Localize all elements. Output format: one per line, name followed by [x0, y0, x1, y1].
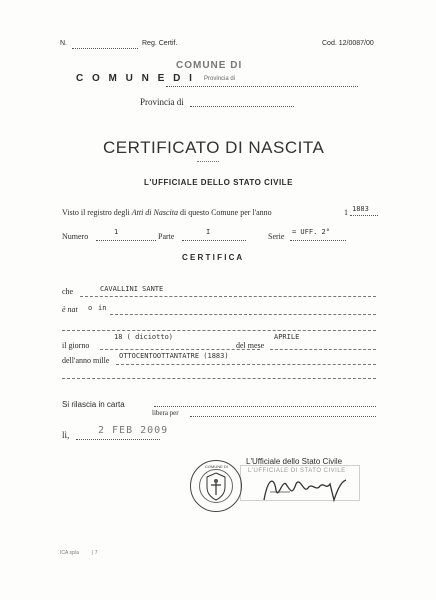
- year-line: [350, 215, 378, 216]
- mese-value: APRILE: [274, 333, 300, 341]
- signature-title: L'Ufficiale dello Stato Civile: [246, 457, 343, 466]
- mese-line: [270, 349, 376, 350]
- rilascia-line: [154, 406, 376, 407]
- giorno-label: il giorno: [62, 341, 90, 350]
- parte-line: [182, 240, 246, 241]
- seal-text: COMUNE DI: [205, 464, 228, 469]
- comune-stamp: COMUNE DI: [176, 60, 243, 71]
- reg-certif-label: Reg. Certif.: [142, 40, 178, 47]
- comune-line: [166, 86, 358, 87]
- provincia-line: [190, 106, 294, 107]
- serie-line: [290, 240, 346, 241]
- certifica-heading: C E R T I F I C A: [182, 253, 243, 262]
- person-name: CAVALLINI SANTE: [100, 285, 164, 293]
- title-divider: [197, 161, 219, 162]
- numero-label: Numero: [62, 232, 89, 241]
- footer-code: ICA sp/a: [60, 550, 79, 556]
- comune-label: C O M U N E D I: [76, 73, 195, 84]
- n-label: N.: [60, 40, 67, 47]
- date-line: [76, 439, 160, 440]
- anno-value: OTTOCENTOOTTANTATRE (1883): [119, 352, 229, 360]
- anno-line: [116, 364, 376, 365]
- signature-icon: [260, 470, 350, 506]
- year-value: 1883: [352, 205, 369, 213]
- blank-line-1: [62, 330, 376, 331]
- numero-value: 1: [114, 228, 119, 236]
- provincia-label: Provincia di: [140, 97, 184, 107]
- footer-mark: | 7: [92, 550, 98, 556]
- year-prefix: 1: [344, 208, 348, 217]
- serie-value: = UFF. 2°: [292, 228, 330, 236]
- mese-label: del mese: [236, 341, 265, 350]
- libera-label: libera per: [152, 409, 179, 417]
- libera-line: [190, 416, 376, 417]
- visto-text: Visto il registro degli Atti di Nascita di questo Comune per l'anno: [62, 208, 272, 217]
- official-seal-icon: [190, 460, 242, 512]
- coat-of-arms-icon: [203, 471, 229, 501]
- giorno-value: 18 ( diciotto): [114, 333, 174, 341]
- anno-label: dell'anno mille: [62, 356, 110, 365]
- in-label: in: [98, 304, 107, 312]
- n-field-line: [72, 48, 138, 49]
- code-label: Cod. 12/0087/00: [322, 40, 374, 47]
- nat-line: [110, 314, 376, 315]
- certificate-subtitle: L'UFFICIALE DELLO STATO CIVILE: [144, 178, 293, 187]
- rilascia-label: Si rilascia in carta: [62, 400, 125, 409]
- parte-value: I: [206, 228, 211, 236]
- certificate-title: CERTIFICATO DI NASCITA: [103, 138, 325, 157]
- numero-line: [96, 240, 156, 241]
- che-line: [80, 296, 376, 297]
- date-value: 2 FEB 2009: [98, 425, 169, 436]
- nat-label: è nat: [62, 305, 78, 314]
- provincia-small: Provincia di: [204, 76, 236, 82]
- nat-suffix: o: [88, 304, 93, 312]
- parte-label: Parte: [158, 232, 175, 241]
- che-label: che: [62, 287, 74, 296]
- date-label: lì,: [62, 430, 70, 440]
- signature-stamp-text: L'UFFICIALE DI STATO CIVILE: [248, 468, 346, 474]
- blank-line-2: [62, 378, 376, 379]
- serie-label: Serie: [268, 232, 285, 241]
